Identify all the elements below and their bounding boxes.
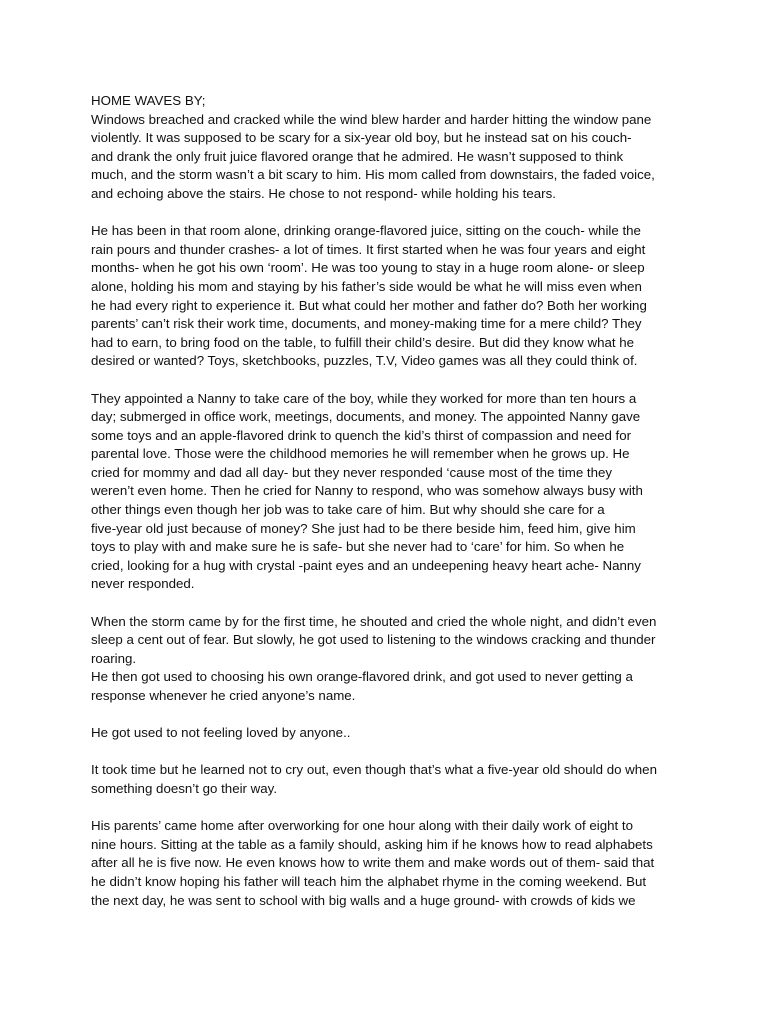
- paragraph-line: He then got used to choosing his own orange-flavored drink, and got used to never getting a: [91, 669, 633, 685]
- paragraph-line: and drank the only fruit juice flavored orange that he admired. He wasn’t supposed to think: [91, 148, 624, 164]
- paragraph-line: sleep a cent out of fear. But slowly, he got used to listening to the windows cracking and thunder: [91, 632, 656, 648]
- paragraph-line: Windows breached and cracked while the wind blew harder and harder hitting the window pane: [91, 111, 652, 127]
- paragraph-line: after all he is five now. He even knows how to write them and make words out of them- said that: [91, 855, 655, 871]
- paragraph-gap: [91, 706, 691, 725]
- paragraph: [91, 222, 691, 371]
- paragraphs-container: [91, 111, 691, 911]
- paragraph-line: parents’ can’t risk their work time, documents, and money-making time for a mere child? They: [91, 316, 642, 332]
- document-title: HOME WAVES BY;: [91, 93, 206, 108]
- paragraph-line: He got used to not feeling loved by anyone..: [91, 725, 351, 741]
- paragraph-line: They appointed a Nanny to take care of the boy, while they worked for more than ten hours a: [91, 390, 637, 406]
- paragraph-line: and echoing above the stairs. He chose to not respond- while holding his tears.: [91, 185, 556, 201]
- paragraph-line: violently. It was supposed to be scary for a six-year old boy, but he instead sat on his couch-: [91, 130, 632, 146]
- paragraph: [91, 390, 691, 595]
- paragraph-line: never responded.: [91, 576, 195, 592]
- paragraph-line: toys to play with and make sure he is safe- but she never had to ‘care’ for him. So when he: [91, 539, 625, 555]
- paragraph-line: other things even though her job was to take care of him. But why should she care for a: [91, 502, 605, 518]
- paragraph-line: roaring.: [91, 650, 137, 666]
- paragraph-line: he didn’t know hoping his father will teach him the alphabet rhyme in the coming weekend. But: [91, 873, 647, 889]
- paragraph: [91, 613, 691, 706]
- document-body: [91, 92, 691, 910]
- paragraph-line: His parents’ came home after overworking for one hour along with their daily work of eight to: [91, 818, 633, 834]
- paragraph-line: desired or wanted? Toys, sketchbooks, puzzles, T.V, Video games was all they could think of.: [91, 353, 638, 369]
- paragraph-line: alone, holding his mom and staying by his father’s side would be what he will miss even when: [91, 278, 642, 294]
- paragraph-line: nine hours. Sitting at the table as a family should, asking him if he knows how to read alphabets: [91, 836, 653, 852]
- paragraph-line: weren’t even home. Then he cried for Nanny to respond, who was somehow always busy with: [91, 483, 643, 499]
- paragraph: [91, 817, 691, 910]
- paragraph-gap: [91, 594, 691, 613]
- paragraph-line: day; submerged in office work, meetings, documents, and money. The appointed Nanny gave: [91, 409, 641, 425]
- paragraph-line: months- when he got his own ‘room’. He was too young to stay in a huge room alone- or sleep: [91, 260, 645, 276]
- paragraph-line: cried for mommy and dad all day- but they never responded ‘cause most of the time they: [91, 464, 613, 480]
- paragraph-line: some toys and an apple-flavored drink to quench the kid’s thirst of compassion and need for: [91, 427, 632, 443]
- paragraph-line: cried, looking for a hug with crystal -paint eyes and an undeepening heavy heart ache- Nanny: [91, 557, 641, 573]
- paragraph-line: something doesn’t go their way.: [91, 780, 278, 796]
- paragraph-line: the next day, he was sent to school with big walls and a huge ground- with crowds of kids we: [91, 892, 636, 908]
- paragraph-line: It took time but he learned not to cry out, even though that’s what a five-year old should do when: [91, 762, 657, 778]
- paragraph-line: parental love. Those were the childhood memories he will remember when he grows up. He: [91, 446, 630, 462]
- paragraph-line: had to earn, to bring food on the table, to fulfill their child’s desire. But did they know what he: [91, 334, 635, 350]
- paragraph-line: When the storm came by for the first time, he shouted and cried the whole night, and didn’t even: [91, 613, 657, 629]
- paragraph-line: He has been in that room alone, drinking orange-flavored juice, sitting on the couch- while the: [91, 223, 641, 239]
- paragraph: [91, 761, 691, 798]
- paragraph-gap: [91, 204, 691, 223]
- paragraph: [91, 724, 691, 743]
- paragraph-gap: [91, 371, 691, 390]
- paragraph-gap: [91, 743, 691, 762]
- paragraph-line: five-year old just because of money? She just had to be there beside him, feed him, give him: [91, 520, 636, 536]
- paragraph: [91, 111, 691, 204]
- paragraph-line: response whenever he cried anyone’s name.: [91, 688, 356, 703]
- paragraph-line: much, and the storm wasn’t a bit scary to him. His mom called from downstairs, the faded voice,: [91, 167, 655, 183]
- paragraph-line: rain pours and thunder crashes- a lot of times. It first started when he was four years and eight: [91, 241, 646, 257]
- paragraph-gap: [91, 799, 691, 818]
- paragraph-line: he had every right to experience it. But what could her mother and father do? Both her working: [91, 297, 647, 313]
